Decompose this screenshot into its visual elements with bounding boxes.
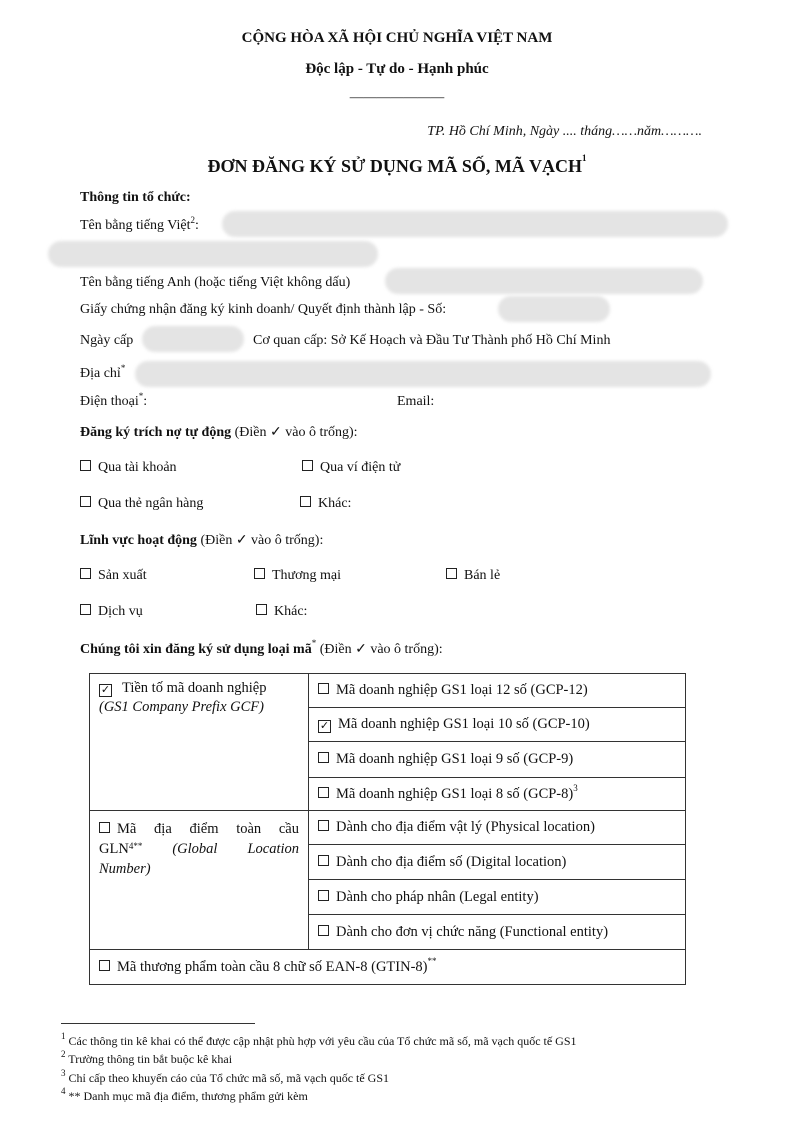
checkbox-icon[interactable]: [99, 960, 110, 971]
name-vi-label: Tên bằng tiếng Việt$^2$:: [80, 215, 199, 233]
checkbox-icon[interactable]: [80, 460, 91, 471]
license-number-redacted: [498, 296, 610, 322]
checkbox-icon[interactable]: [318, 820, 329, 831]
footnote-4: $^4$ ** Danh mục mã địa điểm, thương phẩm gửi kèm: [61, 1086, 308, 1103]
issuer-label: Cơ quan cấp: Sở Kế Hoạch và Đầu Tư Thành phố Hồ Chí Minh: [253, 333, 611, 348]
field-heading: Lĩnh vực hoạt động (Điền ✓ vào ô trống):: [80, 533, 324, 548]
form-title: ĐƠN ĐĂNG KÝ SỬ DỤNG MÃ SỐ, MÃ VẠCH$^1$: [207, 153, 587, 176]
ean8-option[interactable]: Mã thương phẩm toàn cầu 8 chữ số EAN-8 (GTIN-8)**: [90, 950, 686, 985]
checkbox-icon[interactable]: [256, 604, 267, 615]
country-name: CỘNG HÒA XÃ HỘI CHỦ NGHĨA VIỆT NAM: [241, 30, 553, 46]
checkbox-icon[interactable]: [254, 568, 265, 579]
footnote-separator: [61, 1023, 255, 1024]
name-en-redacted: [385, 268, 703, 294]
name-en-label: Tên bằng tiếng Anh (hoặc tiếng Việt không dấu): [80, 275, 351, 290]
field-option-service[interactable]: Dịch vụ: [80, 604, 143, 620]
checkbox-icon[interactable]: [318, 890, 329, 901]
checkbox-icon[interactable]: [318, 855, 329, 866]
gln-label-line: $GLN^{4**}$ (Global Location: [99, 841, 300, 857]
place-date-line: TP. Hồ Chí Minh, Ngày .... tháng……năm……….: [427, 124, 702, 139]
gcp-cell: [90, 674, 309, 811]
address-label: Địa chỉ*: [80, 363, 126, 381]
gln-option[interactable]: Mã địa điểm toàn cầu: [99, 819, 299, 839]
code-type-table: [89, 673, 686, 985]
address-redacted: [135, 361, 711, 387]
name-vi-redacted: [222, 211, 728, 237]
email-label: Email:: [397, 394, 435, 409]
gln-legal-option[interactable]: Dành cho pháp nhân (Legal entity): [309, 880, 686, 915]
field-option-production[interactable]: Sản xuất: [80, 568, 147, 584]
checked-box-icon[interactable]: ✓: [100, 684, 111, 696]
debit-option-card[interactable]: Qua thẻ ngân hàng: [80, 496, 203, 512]
checkbox-icon[interactable]: [300, 496, 311, 507]
checkbox-icon[interactable]: [446, 568, 457, 579]
header-divider: ———————: [349, 89, 445, 104]
gln-physical-option[interactable]: Dành cho địa điểm vật lý (Physical location): [309, 811, 686, 845]
gcp9-option[interactable]: Mã doanh nghiệp GS1 loại 9 số (GCP-9): [309, 742, 686, 778]
issue-date-redacted: [142, 326, 244, 352]
checkbox-icon[interactable]: [80, 496, 91, 507]
checkbox-icon[interactable]: [318, 683, 329, 694]
checkbox-icon[interactable]: [302, 460, 313, 471]
field-option-retail[interactable]: Bán lẻ: [446, 568, 500, 584]
footnote-2: $^2$ Trường thông tin bắt buộc kê khai: [61, 1049, 233, 1066]
gcp12-option[interactable]: Mã doanh nghiệp GS1 loại 12 số (GCP-12): [309, 674, 686, 708]
codes-heading: Chúng tôi xin đăng ký sử dụng loại mã* (Điền ✓ vào ô trống):: [80, 638, 443, 657]
gln-functional-option[interactable]: Dành cho đơn vị chức năng (Functional entity): [309, 915, 686, 950]
issue-date-label: Ngày cấp: [80, 333, 134, 348]
footnote-3: $^3$ Chỉ cấp theo khuyến cáo của Tổ chức mã số, mã vạch quốc tế GS1: [61, 1068, 390, 1085]
debit-option-ewallet[interactable]: Qua ví điện tử: [302, 460, 400, 476]
checkbox-icon[interactable]: [318, 752, 329, 763]
phone-label: Điện thoại*:: [80, 391, 148, 409]
debit-option-account[interactable]: Qua tài khoản: [80, 460, 177, 476]
gln-digital-option[interactable]: Dành cho địa điểm số (Digital location): [309, 845, 686, 880]
gcp10-option[interactable]: ✓ Mã doanh nghiệp GS1 loại 10 số (GCP-10): [309, 708, 686, 742]
gln-label-tail: Number): [99, 861, 151, 877]
org-info-heading: Thông tin tổ chức:: [80, 190, 191, 205]
gcp-option[interactable]: ✓ Tiền tố mã doanh nghiệp: [100, 680, 267, 696]
national-motto: Độc lập - Tự do - Hạnh phúc: [305, 61, 489, 77]
checkbox-icon[interactable]: [99, 822, 110, 833]
gcp8-option[interactable]: Mã doanh nghiệp GS1 loại 8 số $(GCP-8)^3$: [309, 778, 686, 811]
gln-cell: [90, 811, 309, 950]
name-vi-redacted-continued: [48, 241, 378, 267]
field-option-other[interactable]: Khác:: [256, 604, 307, 620]
checkbox-icon[interactable]: [318, 925, 329, 936]
gcp-subtitle: (GS1 Company Prefix GCF): [99, 699, 264, 715]
debit-heading: Đăng ký trích nợ tự động (Điền ✓ vào ô trống):: [80, 425, 358, 440]
field-option-trade[interactable]: Thương mại: [254, 568, 341, 584]
checkbox-icon[interactable]: [80, 604, 91, 615]
checkbox-icon[interactable]: [318, 787, 329, 798]
license-label: Giấy chứng nhận đăng ký kinh doanh/ Quyết định thành lập - Số:: [80, 302, 447, 317]
checkbox-icon[interactable]: [80, 568, 91, 579]
checked-box-icon[interactable]: ✓: [319, 720, 330, 732]
debit-option-other[interactable]: Khác:: [300, 496, 351, 512]
footnote-1: $^1$ Các thông tin kê khai có thể được cập nhật phù hợp với yêu cầu của Tổ chức mã số, mã vạch quốc tế GS1: [61, 1031, 577, 1048]
